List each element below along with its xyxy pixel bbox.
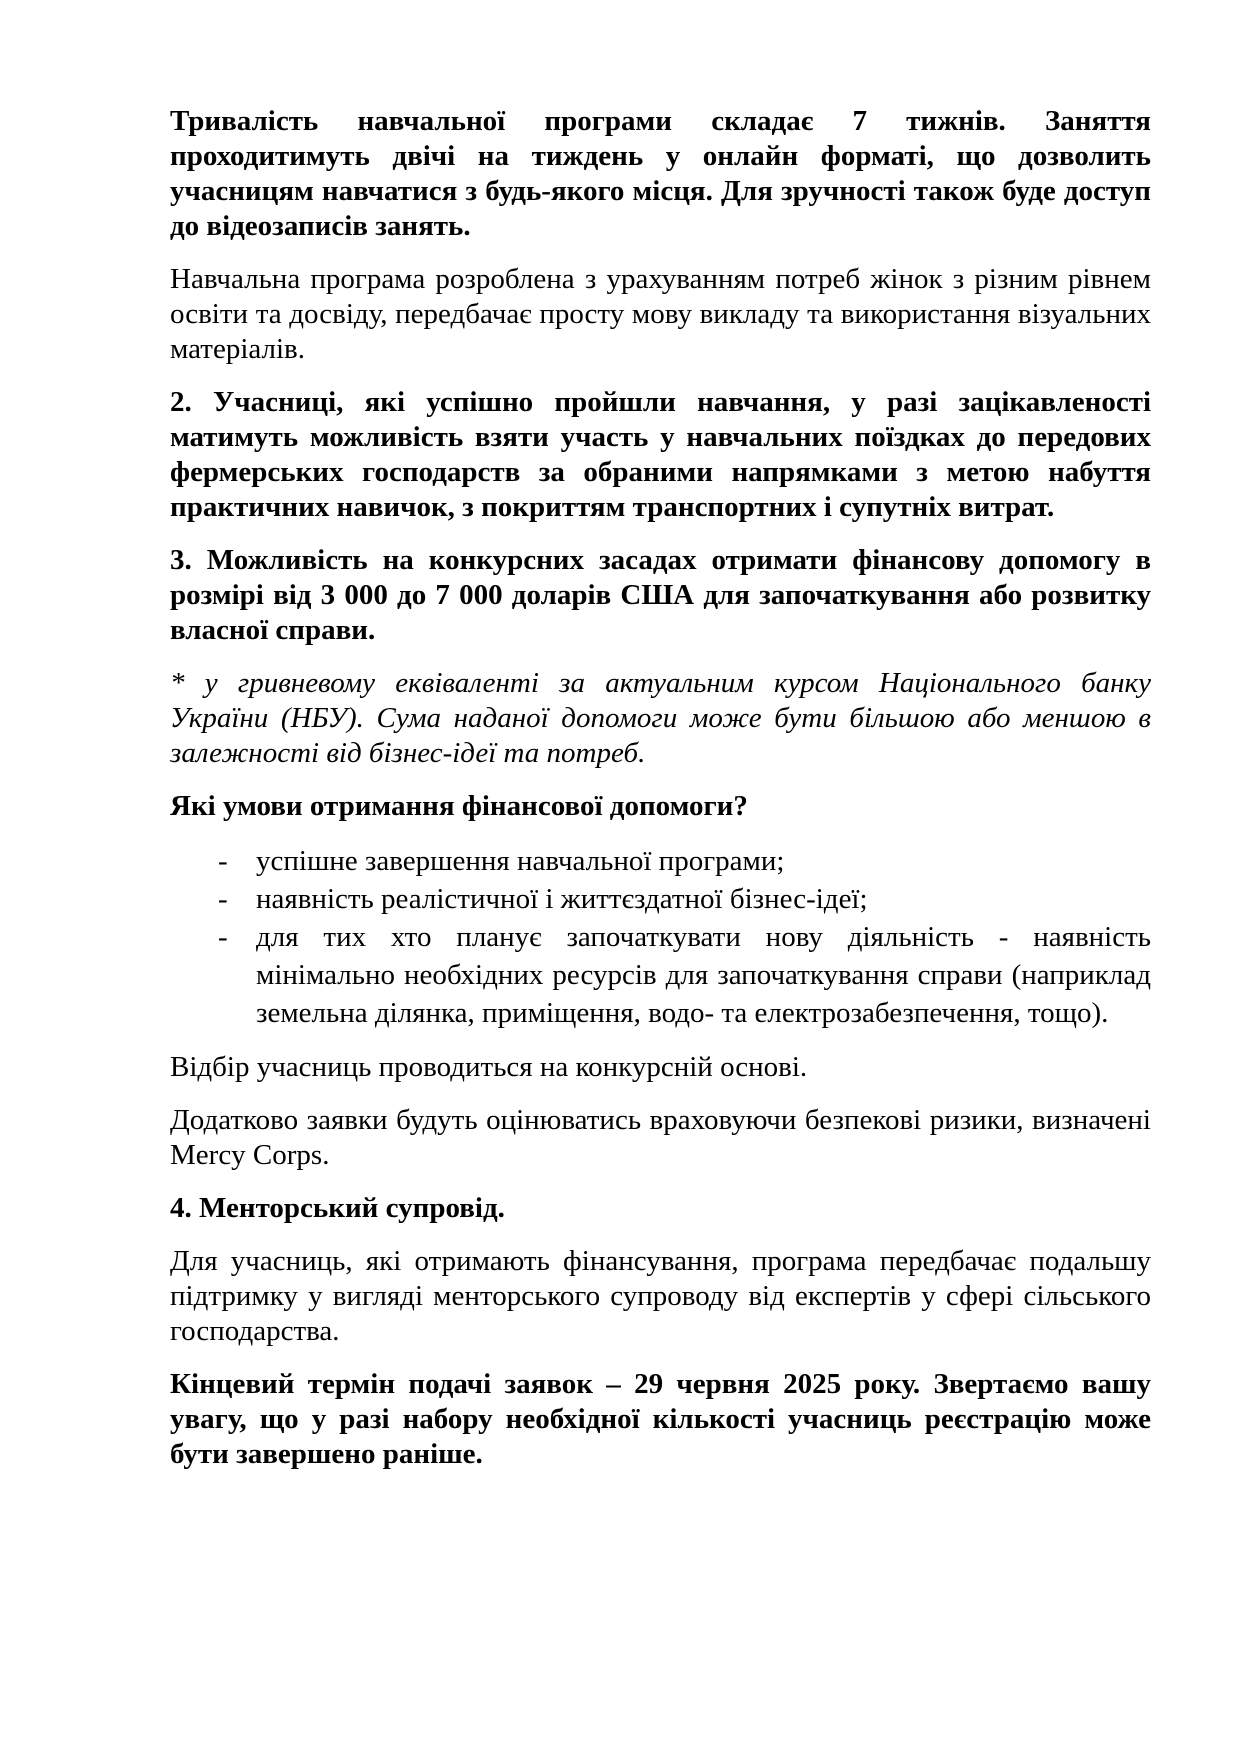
bullet-dash: - xyxy=(218,845,228,877)
paragraph-benefit-2-study-trips: 2. Учасниці, які успішно пройшли навчання, у разі зацікавленості матимуть можливість взяти участь у навчальних поїздках до передових фермерських господарств за обраними напрямками з метою набуття практичних навичок, з покриттям транспортних і супутніх витрат. xyxy=(170,386,1151,523)
list-item xyxy=(170,842,1151,880)
list-item xyxy=(170,880,1151,918)
paragraph-mentorship-text: Для учасниць, які отримають фінансування, програма передбачає подальшу підтримку у вигляді менторського супроводу від експертів у сфері сільського господарства. xyxy=(170,1245,1151,1347)
paragraph-footnote-nbu: * у гривневому еквіваленті за актуальним курсом Національного банку України (НБУ). Сума наданої допомоги може бути більшою або меншою в залежності від бізнес-ідеї та потреб. xyxy=(170,667,1151,769)
bullet-dash: - xyxy=(218,921,228,953)
list-item-text: успішне завершення навчальної програми; xyxy=(256,845,785,877)
bullet-dash: - xyxy=(218,883,228,915)
paragraph-benefit-3-financial-aid: 3. Можливість на конкурсних засадах отримати фінансову допомогу в розмірі від 3 000 до 7 000 доларів США для започаткування або розвитку власної справи. xyxy=(170,544,1151,646)
paragraph-selection-note: Відбір учасниць проводиться на конкурсній основі. xyxy=(170,1051,808,1083)
paragraph-deadline: Кінцевий термін подачі заявок – 29 червня 2025 року. Звертаємо вашу увагу, що у разі набору необхідної кількості учасниць реєстрацію може бути завершено раніше. xyxy=(170,1368,1151,1470)
list-item-text: для тих хто планує започаткувати нову діяльність - наявність мінімально необхідних ресурсів для започаткування справи (наприклад земельна ділянка, приміщення, водо- та електрозабезпечення, тощо). xyxy=(256,921,1151,1029)
heading-mentorship: 4. Менторський супровід. xyxy=(170,1192,505,1224)
paragraph-program-duration: Тривалість навчальної програми складає 7 тижнів. Заняття проходитимуть двічі на тиждень у онлайн форматі, що дозволить учасницям навчатися з будь-якого місця. Для зручності також буде доступ до відеозаписів занять. xyxy=(170,105,1151,242)
heading-conditions: Які умови отримання фінансової допомоги? xyxy=(170,790,748,822)
conditions-list xyxy=(170,842,1151,1032)
list-item-text: наявність реалістичної і життєздатної бізнес-ідеї; xyxy=(256,883,868,915)
paragraph-program-design: Навчальна програма розроблена з урахуванням потреб жінок з різним рівнем освіти та досвіду, передбачає просту мову викладу та використання візуальних матеріалів. xyxy=(170,263,1151,365)
list-item xyxy=(170,918,1151,1032)
paragraph-security-note: Додатково заявки будуть оцінюватись враховуючи безпекові ризики, визначені Mercy Corps. xyxy=(170,1104,1151,1171)
